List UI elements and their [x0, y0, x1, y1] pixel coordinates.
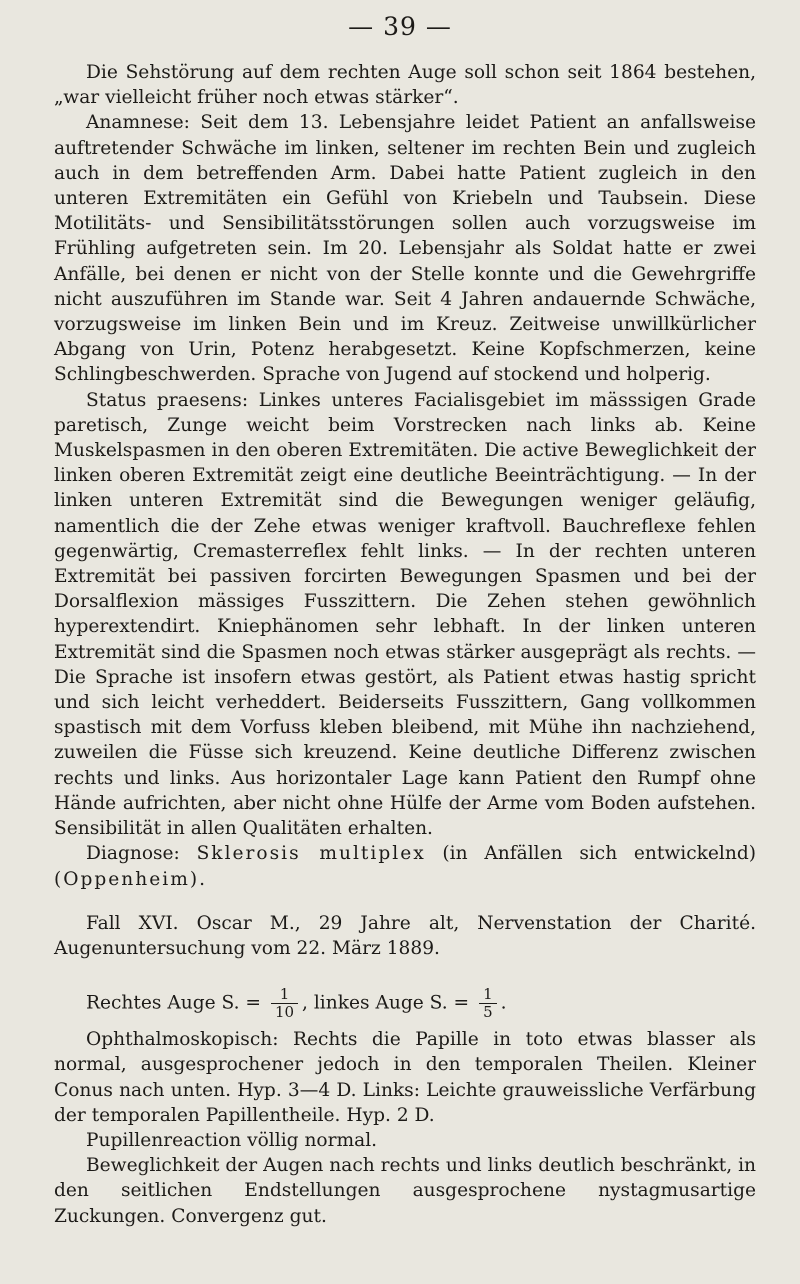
paragraph-status-praesens: Status praesens: Linkes unteres Facialisgebiet im mässsigen Grade paretisch, Zunge weicht beim Vorstrecken nach links ab. Keine Muskelspasmen in den oberen Extremitäten. Die active Beweglichkeit der linken oberen Extremität zeigt eine deutliche Beeinträchtigung. — In der linken unteren Extremität sind die Bewegungen weniger geläufig, namentlich die der Zehe etwas weniger kraftvoll. Bauchreflexe fehlen gegenwärtig, Cremasterreflex fehlt links. — In der rechten unteren Extremität bei passiven forcirten Bewegungen Spasmen und bei der Dorsalflexion mässiges Fusszittern. Die Zehen stehen gewöhnlich hyperextendirt. Kniephänomen sehr lebhaft. In der linken unteren Extremität sind die Spasmen noch etwas stärker ausgeprägt als rechts. — Die Sprache ist insofern etwas gestört, als Patient etwas hastig spricht und sich leicht verheddert. Beiderseits Fusszittern, Gang vollkommen spastisch mit dem Vorfuss kleben bleibend, mit Mühe ihn nachziehend, zuweilen die Füsse sich kreuzend. Keine deutliche Differenz zwischen rechts und links. Aus horizontaler Lage kann Patient den Rumpf ohne Hände aufrichten, aber nicht ohne Hülfe der Arme vom Boden aufstehen. Sensibilität in allen Qualitäten erhalten.: [54, 389, 756, 840]
visual-acuity-line: [54, 961, 756, 1027]
right-eye-denominator: 10: [274, 1003, 295, 1022]
left-eye-label: , linkes Auge S. =: [302, 992, 476, 1014]
paragraph-anamnesis: Anamnese: Seit dem 13. Lebensjahre leidet Patient an anfallsweise auftretender Schwäche im linken, seltener im rechten Bein und zugleich auch in dem betreffenden Arm. Dabei hatte Patient zugleich in den unteren Extremitäten ein Gefühl von Kriebeln und Taubsein. Diese Motilitäts- und Sensibilitätsstörungen sollen auch vorzugsweise im Frühling aufgetreten sein. Im 20. Lebensjahr als Soldat hatte er zwei Anfälle, bei denen er nicht von der Stelle konnte und die Gewehrgriffe nicht auszuführen im Stande war. Seit 4 Jahren andauernde Schwäche, vorzugsweise im linken Bein und im Kreuz. Zeitweise unwillkürlicher Abgang von Urin, Potenz herabgesetzt. Keine Kopfschmerzen, keine Schlingbeschwerden. Sprache von Jugend auf stockend und holperig.: [54, 112, 756, 386]
paragraph-pupil-reaction: Pupillenreaction völlig normal.: [86, 1129, 378, 1151]
paragraph-ophthalmoscopy: Ophthalmoskopisch: Rechts die Papille in toto etwas blasser als normal, ausgesprochener jedoch in den temporalen Theilen. Kleiner Conus nach unten. Hyp. 3—4 D. Links: Leichte grauweissliche Verfärbung der temporalen Papillentheile. Hyp. 2 D.: [54, 1029, 756, 1126]
paragraph-case-heading: Fall XVI. Oscar M., 29 Jahre alt, Nervenstation der Charité. Augenuntersuchung vom 22. März 1889.: [54, 912, 756, 959]
diagnosis-note: (in Anfällen sich entwickelnd): [425, 843, 757, 865]
paragraph-eye-motility: Beweglichkeit der Augen nach rechts und links deutlich beschränkt, in den seitlichen Endstellungen ausgesprochene nystagmusartige Zuckungen. Convergenz gut.: [54, 1155, 757, 1227]
left-eye-numerator: 1: [479, 986, 497, 1004]
left-eye-denominator: 5: [483, 1003, 493, 1022]
right-eye-numerator: 1: [271, 986, 298, 1004]
visual-acuity-end: .: [500, 992, 507, 1014]
diagnosis-name: Sklerosis multiplex: [196, 843, 426, 865]
diagnosis-label: Diagnose:: [86, 843, 197, 865]
paragraph-vision-history: Die Sehstörung auf dem rechten Auge soll schon seit 1864 bestehen, „war vielleicht früher noch etwas stärker“.: [54, 62, 756, 109]
page-number: — 39 —: [348, 12, 452, 41]
paragraph-diagnosis: [54, 841, 756, 891]
right-eye-label: Rechtes Auge S. =: [86, 992, 267, 1014]
right-eye-fraction: [271, 986, 298, 1021]
diagnosis-author: (Oppenheim).: [54, 868, 208, 890]
left-eye-fraction: [479, 986, 497, 1021]
body-text: [54, 60, 756, 1229]
section-gap: [54, 892, 756, 911]
